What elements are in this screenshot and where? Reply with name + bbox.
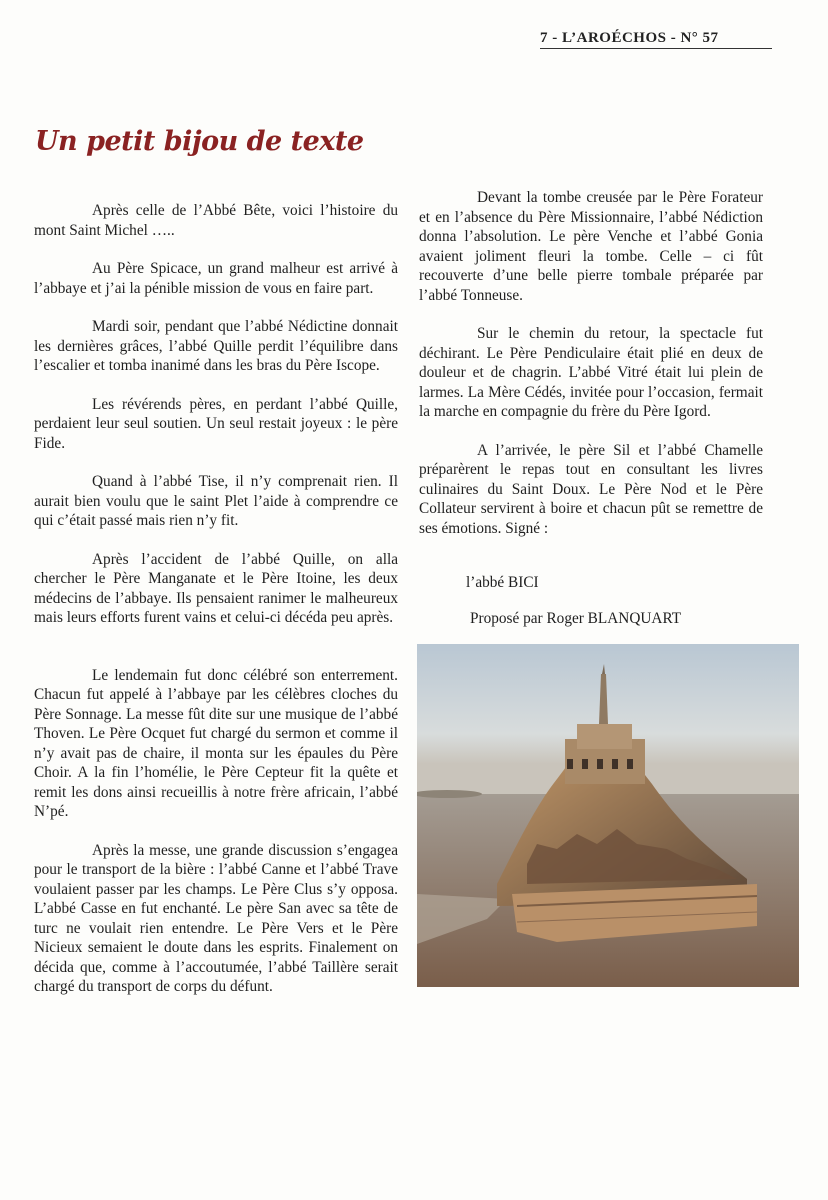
paragraph: Après la messe, une grande discussion s’engagea pour le transport de la bière : l’abbé Canne et l’abbé Trave voulaient passer par les champs. Le Père Clus s’y opposa. L’abbé Casse en fut enchanté. Le père San avec sa tête de turc ne voulait rien entendre. Le Père Vers et le Père Nicieux semaient le doute dans les esprits. Finalement on décida que, comme à l’accoutumée, l’abbé Taillère serait chargé du transport de corps du défunt. [34, 841, 398, 995]
page-header: 7 - L’AROÉCHOS - N° 57 [540, 30, 772, 49]
article-title: Un petit bijou de texte [35, 126, 364, 157]
paragraph: Au Père Spicace, un grand malheur est arrivé à l’abbaye et j’ai la pénible mission de vous en faire part. [34, 260, 398, 297]
paragraph: Sur le chemin du retour, la spectacle fut déchirant. Le Père Pendiculaire était plié en deux de douleur et de chagrin. L’abbé Vitré était lui plein de larmes. La Mère Cédés, invitée pour l’occasion, fermait la marche en compagnie du frère du Père Igord. [419, 325, 763, 420]
left-column [34, 201, 398, 1016]
photo-illustration [417, 644, 799, 987]
paragraph: Devant la tombe creusée par le Père Forateur et en l’absence du Père Missionnaire, l’abbé Nédiction donna l’absolution. Le père Venche et l’abbé Gonia avaient joliment fleuri la tombe. Celle – ci fût recouverte d’une belle pierre tombale préparée par l’abbé Tonneuse. [419, 189, 763, 304]
paragraph: Mardi soir, pendant que l’abbé Nédictine donnait les dernières grâces, l’abbé Quille perdit l’équilibre dans l’escalier et tomba inanimé dans les bras du Père Iscope. [34, 318, 398, 374]
paragraph: Après celle de l’Abbé Bête, voici l’histoire du mont Saint Michel ….. [34, 202, 398, 239]
right-column [419, 188, 763, 557]
paragraph: Après l’accident de l’abbé Quille, on alla chercher le Père Manganate et le Père Itoine, les deux médecins de l’abbaye. Ils pensaient ranimer le malheureux mais leurs efforts furent vains et celui-ci décéda peu après. [34, 550, 398, 626]
paragraph: Quand à l’abbé Tise, il n’y comprenait rien. Il aurait bien voulu que le saint Plet l’aide à comprendre ce qui c’était passé mais rien n’y fit. [34, 473, 398, 529]
paragraph: A l’arrivée, le père Sil et l’abbé Chamelle préparèrent le repas tout en consultant les livres culinaires du Saint Doux. Le Père Nod et le Père Collateur servirent à boire et chacun pût se remettre de ses émotions. Signé : [419, 441, 763, 537]
signature: l’abbé BICI [466, 574, 539, 591]
paragraph: Les révérends pères, en perdant l’abbé Quille, perdaient leur seul soutien. Un seul restait joyeux : le père Fide. [34, 395, 398, 452]
paragraph: Le lendemain fut donc célébré son enterrement. Chacun fut appelé à l’abbaye par les célèbres cloches du Père Sonnage. La messe fût dite sur une musique de l’abbé Thoven. Le Père Ocquet fut chargé du sermon et comme il n’y avait pas de chaire, il monta sur les épaules du Père Choir. A la fin l’homélie, le Père Cepteur fit la quête et remit les dons ainsi recueillis à notre frère africain, l’abbé N’pé. [34, 666, 398, 820]
mont-saint-michel-photo [417, 644, 799, 987]
proposer-credit: Proposé par Roger BLANQUART [470, 610, 682, 627]
